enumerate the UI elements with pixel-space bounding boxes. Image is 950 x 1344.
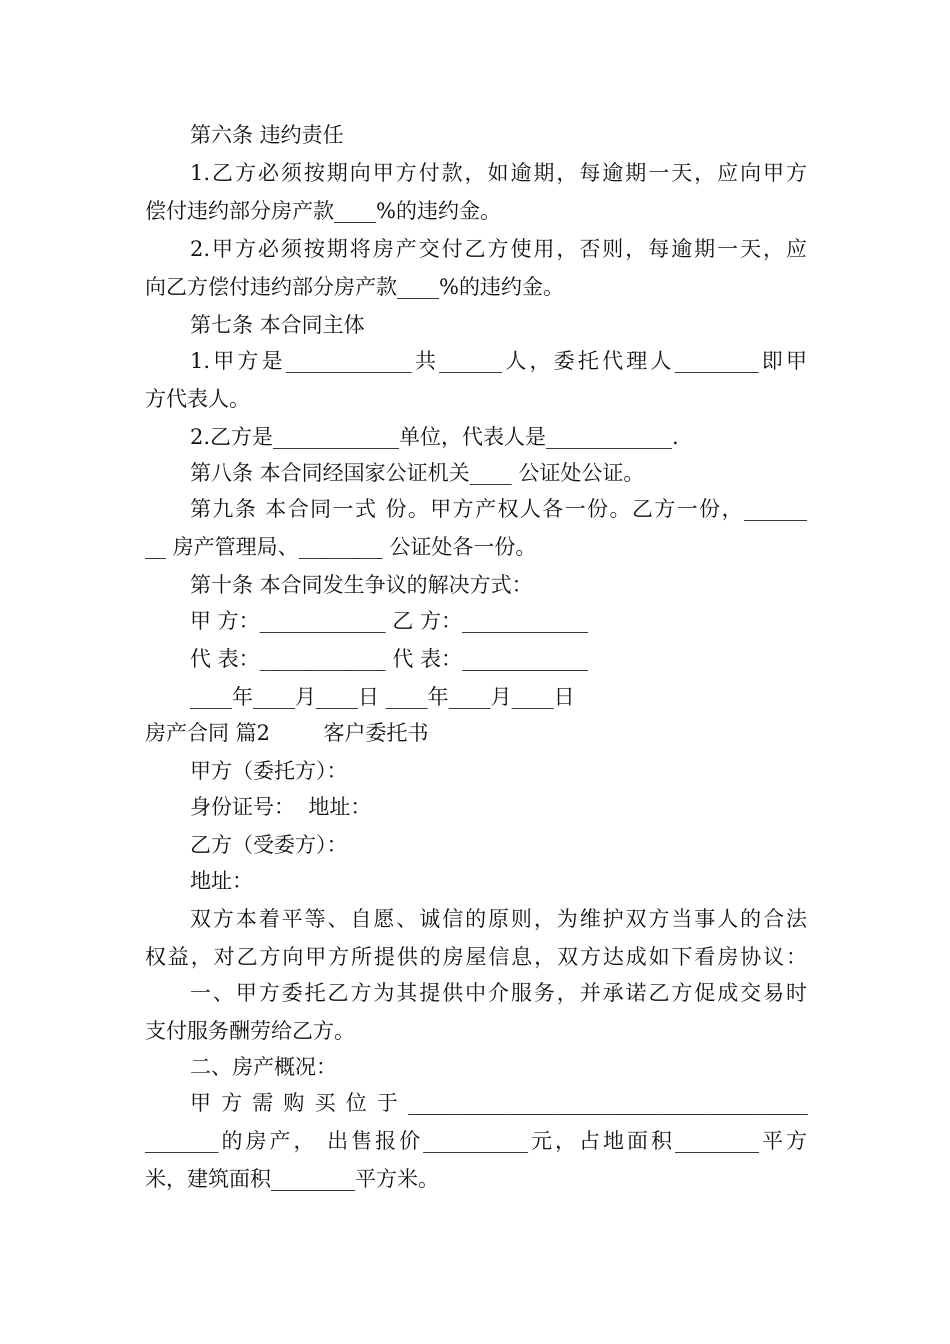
clause-1-line-1: 一、甲方委托乙方为其提供中介服务，并承诺乙方促成交易时 <box>190 981 807 1005</box>
signature-party-line: 甲 方：____________ 乙 方：____________ <box>190 609 589 633</box>
property-price-line: _______的房产， 出售报价__________元，占地面积________平方 <box>145 1129 807 1153</box>
party-b-label: 乙方（受委方）： <box>190 833 348 857</box>
article-6-clause-1-line-2: 偿付违约部分房产款____%的违约金。 <box>145 199 501 223</box>
preamble-line-2: 权益，对乙方向甲方所提供的房屋信息，双方达成如下看房协议： <box>145 945 807 969</box>
article-10: 第十条 本合同发生争议的解决方式： <box>190 573 533 597</box>
address-label: 地址： <box>190 869 253 893</box>
article-6-clause-2-line-2: 向乙方偿付违约部分房产款____%的违约金。 <box>145 275 564 299</box>
article-6-heading: 第六条 违约责任 <box>190 123 344 147</box>
clause-2-heading: 二、房产概况： <box>190 1055 337 1079</box>
article-9-line-2: __ 房产管理局、________ 公证处各一份。 <box>145 535 537 559</box>
article-9-line-1: 第九条 本合同一式 份。甲方产权人各一份。乙方一份，______ <box>190 497 807 521</box>
signature-representative-line: 代 表：____________ 代 表：____________ <box>190 647 589 671</box>
article-6-clause-2-line-1: 2.甲方必须按期将房产交付乙方使用，否则，每逾期一天，应 <box>190 237 807 261</box>
property-location-line: 甲方需购买位于__________________________________________ <box>190 1091 807 1115</box>
section-2-title: 房产合同 篇2 客户委托书 <box>145 721 429 745</box>
article-7-clause-2: 2.乙方是____________单位，代表人是____________. <box>190 425 679 449</box>
article-7-clause-1-line-1: 1.甲方是____________共______人，委托代理人________即甲 <box>190 349 807 373</box>
property-area-line: 米，建筑面积________平方米。 <box>145 1167 439 1191</box>
signature-date-line: ____年____月____日 ____年____月____日 <box>190 685 575 709</box>
id-address-label: 身份证号： 地址： <box>190 795 372 819</box>
clause-1-line-2: 支付服务酬劳给乙方。 <box>145 1019 355 1043</box>
party-a-label: 甲方（委托方）： <box>190 759 348 783</box>
preamble-line-1: 双方本着平等、自愿、诚信的原则，为维护双方当事人的合法 <box>190 907 807 931</box>
article-8: 第八条 本合同经国家公证机关____ 公证处公证。 <box>190 461 645 485</box>
article-7-clause-1-line-2: 方代表人。 <box>145 387 250 411</box>
article-7-heading: 第七条 本合同主体 <box>190 313 365 337</box>
article-6-clause-1-line-1: 1.乙方必须按期向甲方付款，如逾期，每逾期一天，应向甲方 <box>190 161 807 185</box>
